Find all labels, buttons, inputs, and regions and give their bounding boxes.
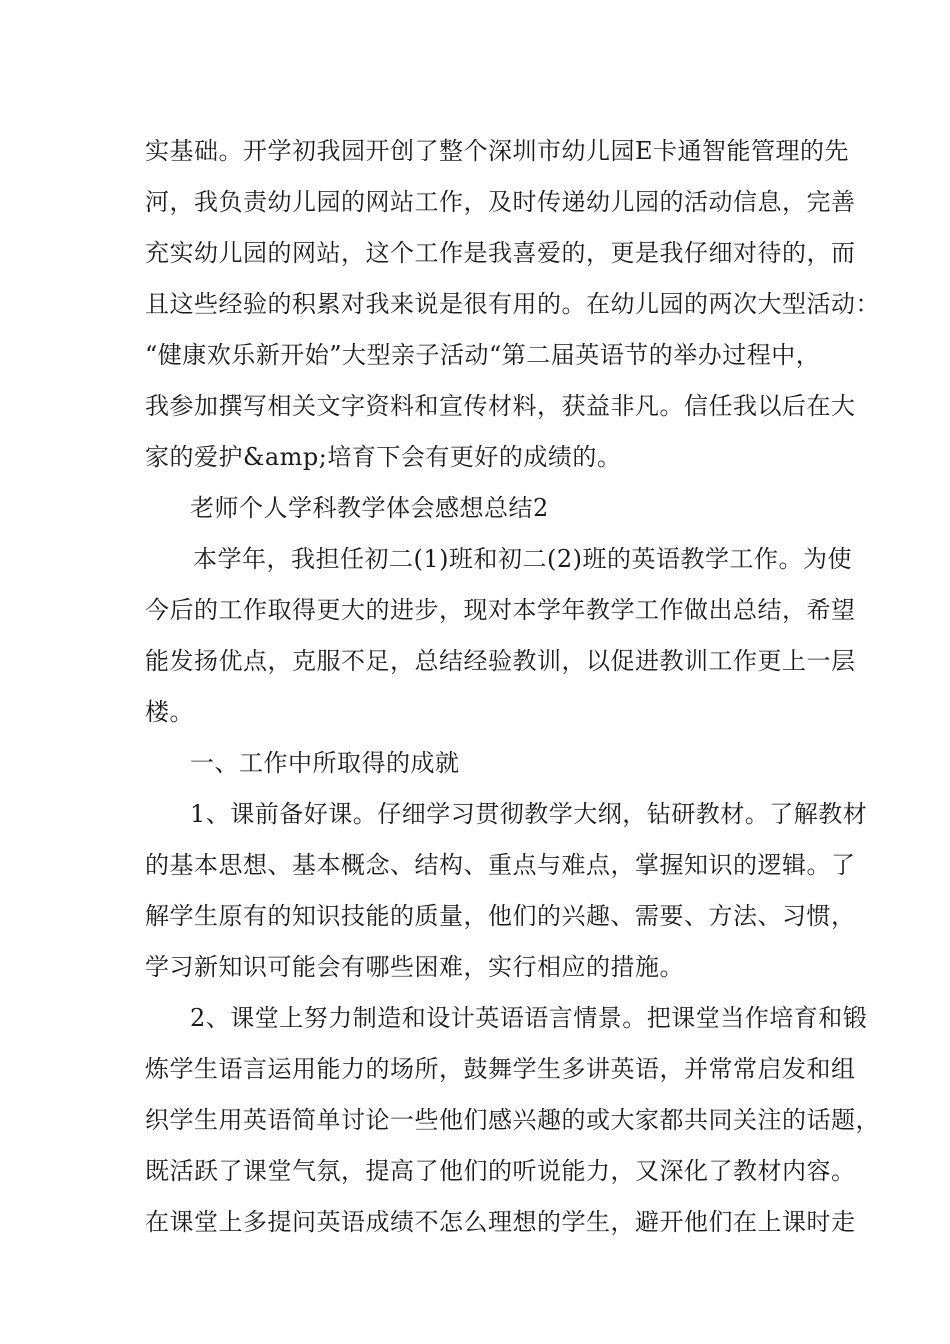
list-item-line: 的基本思想、基本概念、结构、重点与难点，掌握知识的逻辑。了 bbox=[145, 851, 856, 879]
paragraph-line: 家的爱护&amp;培育下会有更好的成绩的。 bbox=[145, 443, 622, 471]
list-item-line: 解学生原有的知识技能的质量，他们的兴趣、需要、方法、习惯， bbox=[145, 902, 856, 930]
list-item-line: 炼学生语言运用能力的场所，鼓舞学生多讲英语，并常常启发和组 bbox=[145, 1055, 856, 1083]
paragraph-line: “健康欢乐新开始”大型亲子活动“第二届英语节的举办过程中， bbox=[145, 341, 821, 369]
paragraph-line: 我参加撰写相关文字资料和宣传材料，获益非凡。信任我以后在大 bbox=[145, 392, 856, 420]
paragraph-line: 今后的工作取得更大的进步，现对本学年教学工作做出总结，希望 bbox=[145, 596, 856, 624]
paragraph-line: 且这些经验的积累对我来说是很有用的。在幼儿园的两次大型活动： bbox=[145, 290, 880, 318]
list-item-line: 织学生用英语简单讨论一些他们感兴趣的或大家都共同关注的话题， bbox=[145, 1106, 880, 1134]
paragraph-line: 充实幼儿园的网站，这个工作是我喜爱的，更是我仔细对待的，而 bbox=[145, 239, 856, 267]
paragraph-line: 实基础。开学初我园开创了整个深圳市幼儿园E卡通智能管理的先 bbox=[145, 137, 850, 165]
list-item-line: 2、课堂上努力制造和设计英语语言情景。把课堂当作培育和锻 bbox=[190, 1004, 868, 1032]
list-item-line: 既活跃了课堂气氛，提高了他们的听说能力，又深化了教材内容。 bbox=[145, 1157, 856, 1185]
paragraph-line: 河，我负责幼儿园的网站工作，及时传递幼儿园的活动信息，完善 bbox=[145, 188, 856, 216]
section-heading: 一、工作中所取得的成就 bbox=[190, 749, 460, 777]
paragraph-line: 本学年，我担任初二(1)班和初二(2)班的英语教学工作。为使 bbox=[193, 545, 852, 573]
paragraph-line: 能发扬优点，克服不足，总结经验教训，以促进教训工作更上一层 bbox=[145, 647, 856, 675]
list-item-line: 在课堂上多提问英语成绩不怎么理想的学生，避开他们在上课时走 bbox=[145, 1208, 856, 1236]
list-item-line: 学习新知识可能会有哪些困难，实行相应的措施。 bbox=[145, 953, 684, 981]
section-title: 老师个人学科教学体会感想总结2 bbox=[190, 494, 549, 522]
list-item-line: 1、课前备好课。仔细学习贯彻教学大纲，钻研教材。了解教材 bbox=[190, 800, 868, 828]
paragraph-line: 楼。 bbox=[145, 698, 194, 726]
